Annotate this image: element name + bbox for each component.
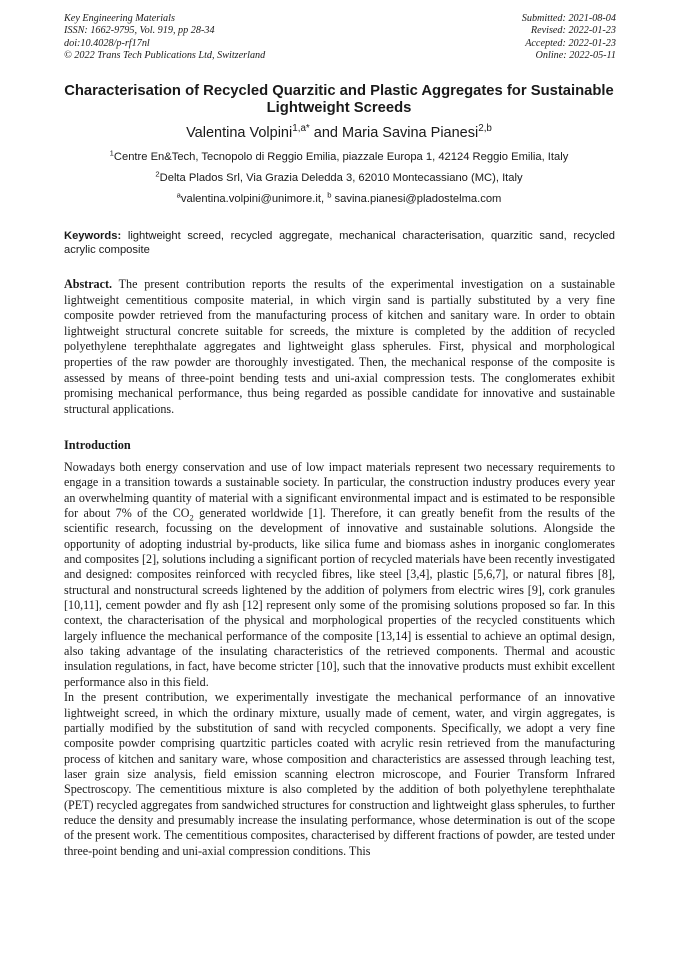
accepted-date: Accepted: 2022-01-23 (525, 37, 616, 49)
author-2-affiliation-marker: 2,b (478, 123, 492, 135)
affiliation-2-marker: 2 (155, 169, 160, 179)
keywords-paragraph (64, 229, 615, 257)
affiliation-1-marker: 1 (109, 148, 114, 158)
revised-date: Revised: 2022-01-23 (530, 25, 616, 37)
email-line (0, 192, 678, 206)
author-1-name: Valentina Volpini (186, 125, 293, 141)
journal-info-block (64, 13, 265, 62)
introduction-paragraph-2: In the present contribution, we experimentally investigate the mechanical performance of an innovative lightweight screed, in which the ordinary mixture, usually made of cement, water, and virgin aggregates, is partially modified by the substitution of sand with recycled components. Specifically, we adopt a very fine composite powder comprising quartzitic particles coated with acrylic resin retrieved from the manufacturing process of kitchen and sanitary ware, whose composition and characteristics are assessed through leaching test, laser grain size analysis, field emission scanning electron microscope, and Fourier Transform Infrared Spectroscopy. The cementitious mixture is also completed by the addition of both polyethylene terephthalate (PET) recycled aggregates from sandwiched structures for construction and lightweight glass spherules, to further reduce the density and presumably increase the insulating performance, whose determination is out of the scope of the present work. The cementitious composites, characterised by different fractions of powder, are tested under three-point bending and uni-axial compression conditions. This (64, 690, 615, 858)
affiliation-1-text: Centre En&Tech, Tecnopolo di Reggio Emilia, piazzale Europa 1, 42124 Reggio Emilia, Italy (113, 151, 569, 163)
affiliation-1 (0, 150, 678, 164)
introduction-heading: Introduction (64, 438, 131, 452)
co2-subscript: 2 (189, 512, 194, 523)
author-conjunction: and (309, 125, 342, 141)
email-a-marker: a (176, 190, 181, 200)
introduction-paragraph-1 (64, 460, 615, 690)
email-b[interactable]: savina.pianesi@pladostelma.com (331, 193, 502, 205)
author-line (0, 124, 678, 142)
copyright-line: © 2022 Trans Tech Publications Ltd, Switzerland (64, 49, 266, 61)
keywords-label: Keywords: (64, 230, 122, 242)
abstract-text: The present contribution reports the results of the experimental investigation on a sustainable lightweight cementitious composite material, in which virgin sand is partially substituted by a very fine composite powder retrieved from the manufacturing process of kitchen and sanitary ware. In order to obtain lightweight structural concrete suitable for screeds, the mixture is completed by the addition of recycled polyethylene terephthalate aggregates and lightweight glass spherules. First, physical and morphological properties of the raw powder are thoroughly investigated. Then, the mechanical response of the composite is assessed by means of three-point bending tests and uni-axial compression tests. The conglomerates exhibit promising mechanical performance, thus being regarded as possible candidate for innovative and sustainable structural applications. (64, 277, 615, 416)
abstract-paragraph (64, 277, 615, 417)
paragraph-1-text-a: Nowadays both energy conservation and use of low impact materials represent two necessary requirements to engage in a transition towards a sustainable society. In particular, the construction industry produces every year an overwhelming quantity of material with a significant environmental impact and is estimated to be responsible for about 7% of the CO (64, 460, 615, 521)
journal-name: Key Engineering Materials (64, 13, 175, 24)
email-a[interactable]: valentina.volpini@unimore.it, (180, 193, 328, 205)
submitted-date: Submitted: 2021-08-04 (521, 13, 616, 24)
affiliation-2-text: Delta Plados Srl, Via Grazia Deledda 3, 62010 Montecassiano (MC), Italy (159, 172, 523, 184)
affiliation-2 (0, 171, 678, 185)
issn-line: ISSN: 1662-9795, Vol. 919, pp 28-34 (64, 25, 215, 37)
abstract-label: Abstract. (64, 277, 113, 291)
email-b-marker: b (327, 190, 332, 200)
paragraph-1-text-b: generated worldwide [1]. Therefore, it can greatly benefit from the results of the scientific research, focussing on the development of innovative and sustainable solutions. Alongside the opportunity of adopting industrial by-products, like silica fume and biomass ashes in inorganic conglomerates and composites [2], solutions including a significant portion of recycled materials have been recently investigated and designed: composites reinforced with recycled fibres, like steel [3,4], plastic [5,6,7], or natural fibres [8], structural and nonstructural screeds lightened by the addition of polymers from electric wires [9], cork granules [10,11], cement powder and fly ash [12] represent only some of the promising solutions proposed so far. In this context, the characterisation of the physical and morphological properties of the recycled constituents which largely influence the mechanical performance of the composite [13,14] is essential to achieve an optimal design, also taking advantage of the insulating characteristics of the retrieved components. Thermal and acoustic insulation regulations, in fact, have become stricter [10], such that the innovative products must exhibit excellent performance also in this field. (64, 506, 615, 689)
keywords-text: lightweight screed, recycled aggregate, mechanical characterisation, quarzitic sand, recycled acrylic composite (64, 230, 615, 257)
author-1-affiliation-marker: 1,a* (292, 123, 310, 135)
doi-line[interactable]: doi:10.4028/p-rf17nl (64, 37, 150, 49)
online-date: Online: 2022-05-11 (535, 49, 616, 61)
dates-block (522, 13, 616, 62)
paper-title: Characterisation of Recycled Quarzitic and Plastic Aggregates for Sustainable Lightweight Screeds (64, 83, 614, 116)
author-2-name: Maria Savina Pianesi (342, 125, 479, 141)
introduction-body (64, 460, 615, 859)
